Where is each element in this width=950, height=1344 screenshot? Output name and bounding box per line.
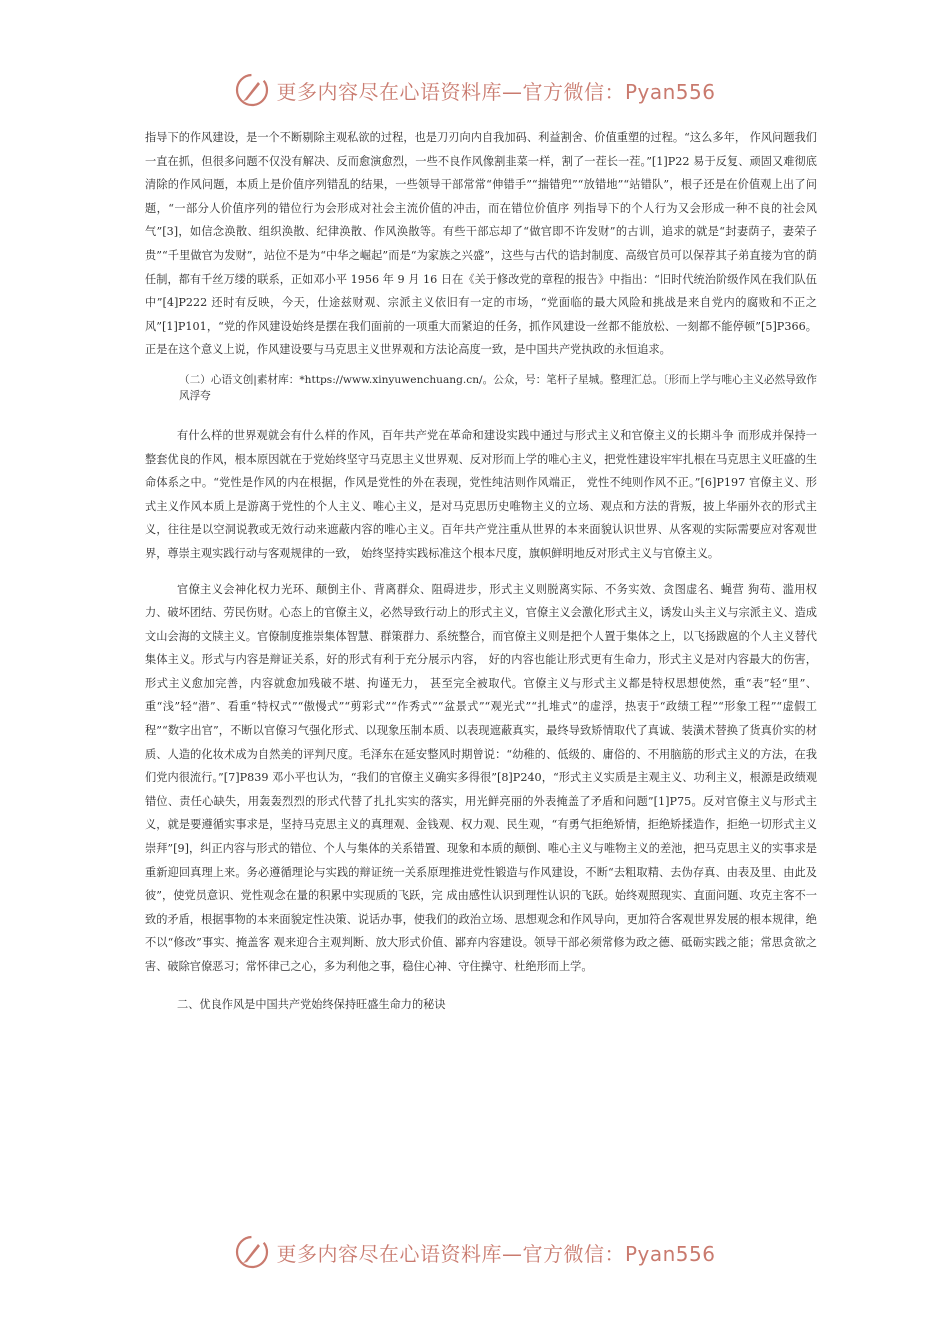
paragraph-3: 官僚主义会神化权力光环、颠倒主仆、背离群众、阻碍进步，形式主义则脱离实际、不务实效、贪图虚名、蝇营 狗苟、滥用权力、破坏团结、劳民伤财。心态上的官僚主义，必然导致行动上的形式主义，官僚主义会激化形式主义，诱发山头主义与宗派主义、造成文山会海的文牍主义。官僚制度推崇集体智慧、群策群力、系统整合，而官僚主义则是把个人置于集体之上，以飞扬跋扈的个人主义替代集体主义。形式与内容是辩证关系，好的形式有利于充分展示内容， 好的内容也能让形式更有生命力，形式主义是对内容最大的伤害，形式主义愈加完善，内容就愈加残破不堪、拘谨无力， 甚至完全被取代。官僚主义与形式主义都是特权思想使然，重“表”轻“里”、重“浅”轻“潜”、看重“特权式”“傲慢式”“剪彩式”“作秀式”“盆景式”“观光式”“扎堆式”的虚浮，热衷于“政绩工程”“形象工程”“虚假工程”“数字出官”，不断以官僚习气强化形式、以现象压制本质、以表现遮蔽真实，最终导致矫情取代了真诚、装潢术替换了货真价实的材质、人造的化妆术成为自然美的评判尺度。毛泽东在延安整风时期曾说：“幼稚的、低级的、庸俗的、不用脑筋的形式主义的方法，在我们党内很流行。”[7]P839 邓小平也认为，“我们的官僚主义确实多得很”[8]P240，“形式主义实质是主观主义、功利主义，根源是政绩观错位、责任心缺失，用轰轰烈烈的形式代替了扎扎实实的落实，用光鲜亮丽的外表掩盖了矛盾和问题”[1]P75。反对官僚主义与形式主义，就是要遵循实事求是，坚持马克思主义的真理观、金钱观、权力观、民生观，“有勇气拒绝矫情，拒绝矫揉造作，拒绝一切形式主义崇拜”[9]，纠正内容与形式的错位、个人与集体的关系错置、现象和本质的颠倒、唯心主义与唯物主义的差池，把马克思主义的实事求是重新迎回真理上来。务必遵循理论与实践的辩证统一关系原理推进党性锻造与作风建设，不断“去粗取精、去伪存真、由表及里、由此及彼”，使党员意识、党性观念在量的积累中实现质的飞跃，完 成由感性认识到理性认识的飞跃。始终观照现实、直面问题、攻克主客不一致的矛盾，根据事物的本来面貌定性决策、说话办事，使我们的政治立场、思想观念和作风导向，更加符合客观世界发展的根本规律，绝不以“修改”事实、掩盖客 观来迎合主观判断、放大形式价值、鄙弃内容建设。领导干部必须常修为政之德、砥砺实践之能；常思贪欲之害、破除官僚恶习；常怀律己之心，多为利他之事，稳住心神、守住操守、杜绝形而上学。 (145, 582, 817, 973)
watermark-text: 更多内容尽在心语资料库—官方微信：Pyan556 (276, 79, 716, 104)
watermark-text: 更多内容尽在心语资料库—官方微信：Pyan556 (276, 1241, 716, 1266)
chapter-heading-2: 二、优良作风是中国共产党始终保持旺盛生命力的秘诀 (177, 997, 446, 1011)
top-watermark-banner (0, 70, 950, 110)
document-body (145, 126, 817, 1016)
pen-brush-circle-icon (234, 1234, 270, 1270)
pen-brush-circle-icon (234, 72, 270, 108)
bottom-watermark-banner (0, 1232, 950, 1272)
paragraph-1: 指导下的作风建设，是一个不断剔除主观私欲的过程，也是刀刃向内自我加码、利益割舍、价值重塑的过程。“这么多年， 作风问题我们一直在抓，但很多问题不仅没有解决、反而愈演愈烈，一些不良作风像割韭菜一样，割了一茬长一茬。”[1]P22 易于反复、顽固又难彻底清除的作风问题，本质上是价值序列错乱的结果，一些领导干部常常“伸错手”“揣错兜”“放错地”“站错队”，根子还是在价值观上出了问题，“一部分人价值序列的错位行为会形成对社会主流价值的冲击，而在错位价值序 列指导下的个人行为又会形成一种不良的社会风气”[3]，如信念涣散、组织涣散、纪律涣散、作风涣散等。有些干部忘却了“做官即不许发财”的古训，追求的就是“封妻荫子，妻荣子贵”“千里做官为发财”，站位不是为“中华之崛起”而是“为家族之兴盛”，这些与古代的诰封制度、高级官员可以保荐其子弟直接为官的荫任制，都有千丝万缕的联系，正如邓小平 1956 年 9 月 16 日在《关于修改党的章程的报告》中指出：“旧时代统治阶级作风在我们队伍中”[4]P222 还时有反映，今天，仕途兹财观、宗派主义依旧有一定的市场，“党面临的最大风险和挑战是来自党内的腐败和不正之风”[1]P101，“党的作风建设始终是摆在我们面前的一项重大而紧迫的任务，抓作风建设一丝都不能放松、一刻都不能停顿”[5]P366。正是在这个意义上说，作风建设要与马克思主义世界观和方法论高度一致，是中国共产党执政的永恒追求。 (145, 131, 817, 357)
paragraph-2: 有什么样的世界观就会有什么样的作风，百年共产党在革命和建设实践中通过与形式主义和官僚主义的长期斗争 而形成并保持一整套优良的作风，根本原因就在于党始终坚守马克思主义世界观、反对形而上学的唯心主义，把党性建设牢牢扎根在马克思主义旺盛的生命体系之中。“党性是作风的内在根据，作风是党性的外在表现，党性纯洁则作风端正， 党性不纯则作风不正。”[6]P197 官僚主义、形式主义作风本质上是游离于党性的个人主义、唯心主义，是对马克思历史唯物主义的立场、观点和方法的背叛，披上华丽外衣的形式主义，往往是以空洞说教或无效行动来遮蔽内容的唯心主义。百年共产党注重从世界的本来面貌认识世界、从客观的实际需要应对客观世界，尊崇主观实践行动与客观规律的一致， 始终坚持实践标准这个根本尺度，旗帜鲜明地反对形式主义与官僚主义。 (145, 428, 817, 560)
section-heading-2: （二）心语文创|素材库：*https://www.xinyuwenchuang.cn/。公众，号：笔杆子星城。整理汇总。〔形而上学与唯心主义必然导致作风浮夸 (179, 373, 817, 402)
